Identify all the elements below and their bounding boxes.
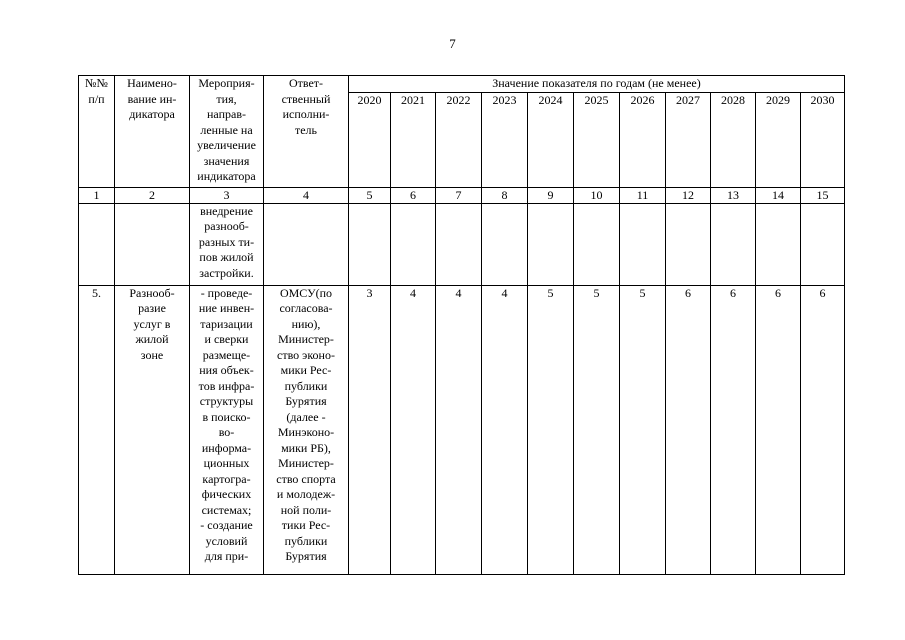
year-value-cell: 4: [482, 285, 528, 574]
year-value-cell: 6: [711, 285, 756, 574]
column-number: 13: [711, 187, 756, 203]
column-number: 6: [391, 187, 436, 203]
header-year: 2029: [756, 92, 801, 187]
empty-cell: [620, 203, 666, 285]
header-year: 2027: [666, 92, 711, 187]
year-value-cell: 4: [436, 285, 482, 574]
empty-cell: [115, 203, 190, 285]
empty-cell: [79, 203, 115, 285]
year-value-cell: 5: [574, 285, 620, 574]
column-number: 3: [190, 187, 264, 203]
page-number: 7: [449, 36, 456, 51]
header-year: 2022: [436, 92, 482, 187]
header-year: 2025: [574, 92, 620, 187]
header-responsible: Ответ- ственный исполни- тель: [264, 76, 349, 188]
column-number: 4: [264, 187, 349, 203]
column-number: 11: [620, 187, 666, 203]
empty-cell: [482, 203, 528, 285]
empty-cell: [436, 203, 482, 285]
column-number: 8: [482, 187, 528, 203]
continuation-measures-cell: внедрение разнооб- разных ти- пов жилой застройки.: [190, 203, 264, 285]
year-value-cell: 6: [666, 285, 711, 574]
year-value-cell: 4: [391, 285, 436, 574]
header-year: 2024: [528, 92, 574, 187]
header-indicator-name: Наимено- вание ин- дикатора: [115, 76, 190, 188]
header-measures: Мероприя- тия, направ- ленные на увеличение значения индикатора: [190, 76, 264, 188]
header-num: №№ п/п: [79, 76, 115, 188]
header-year: 2026: [620, 92, 666, 187]
year-value-cell: 5: [620, 285, 666, 574]
column-number: 9: [528, 187, 574, 203]
indicator-name-cell: Разнооб- разие услуг в жилой зоне: [115, 285, 190, 574]
column-number: 7: [436, 187, 482, 203]
empty-cell: [528, 203, 574, 285]
responsible-cell: ОМСУ(по согласова- нию), Министер- ство эконо- мики Рес- публики Бурятия (далее - Минэконо- мики РБ), Министер- ство спорта и молодеж- ной поли- тики Рес- публики Бурятия: [264, 285, 349, 574]
empty-cell: [756, 203, 801, 285]
header-values-by-year: Значение показателя по годам (не менее): [349, 76, 845, 93]
empty-cell: [666, 203, 711, 285]
header-year: 2028: [711, 92, 756, 187]
header-year: 2023: [482, 92, 528, 187]
empty-cell: [711, 203, 756, 285]
header-year: 2021: [391, 92, 436, 187]
empty-cell: [349, 203, 391, 285]
year-value-cell: 3: [349, 285, 391, 574]
indicator-table: [78, 75, 845, 575]
column-number-row: [79, 187, 845, 203]
empty-cell: [801, 203, 845, 285]
header-year: 2020: [349, 92, 391, 187]
column-number: 1: [79, 187, 115, 203]
row-number-cell: 5.: [79, 285, 115, 574]
empty-cell: [391, 203, 436, 285]
continuation-row: [79, 203, 845, 285]
column-number: 5: [349, 187, 391, 203]
year-value-cell: 6: [801, 285, 845, 574]
column-number: 14: [756, 187, 801, 203]
column-number: 10: [574, 187, 620, 203]
header-year: 2030: [801, 92, 845, 187]
empty-cell: [264, 203, 349, 285]
column-number: 12: [666, 187, 711, 203]
column-number: 15: [801, 187, 845, 203]
empty-cell: [574, 203, 620, 285]
year-value-cell: 5: [528, 285, 574, 574]
table-row: [79, 285, 845, 574]
column-number: 2: [115, 187, 190, 203]
year-value-cell: 6: [756, 285, 801, 574]
measures-cell: - проведе- ние инвен- таризации и сверки размеще- ния объек- тов инфра- структуры в поиско- во- информа- ционных картогра- фических системах; - создание условий для при-: [190, 285, 264, 574]
